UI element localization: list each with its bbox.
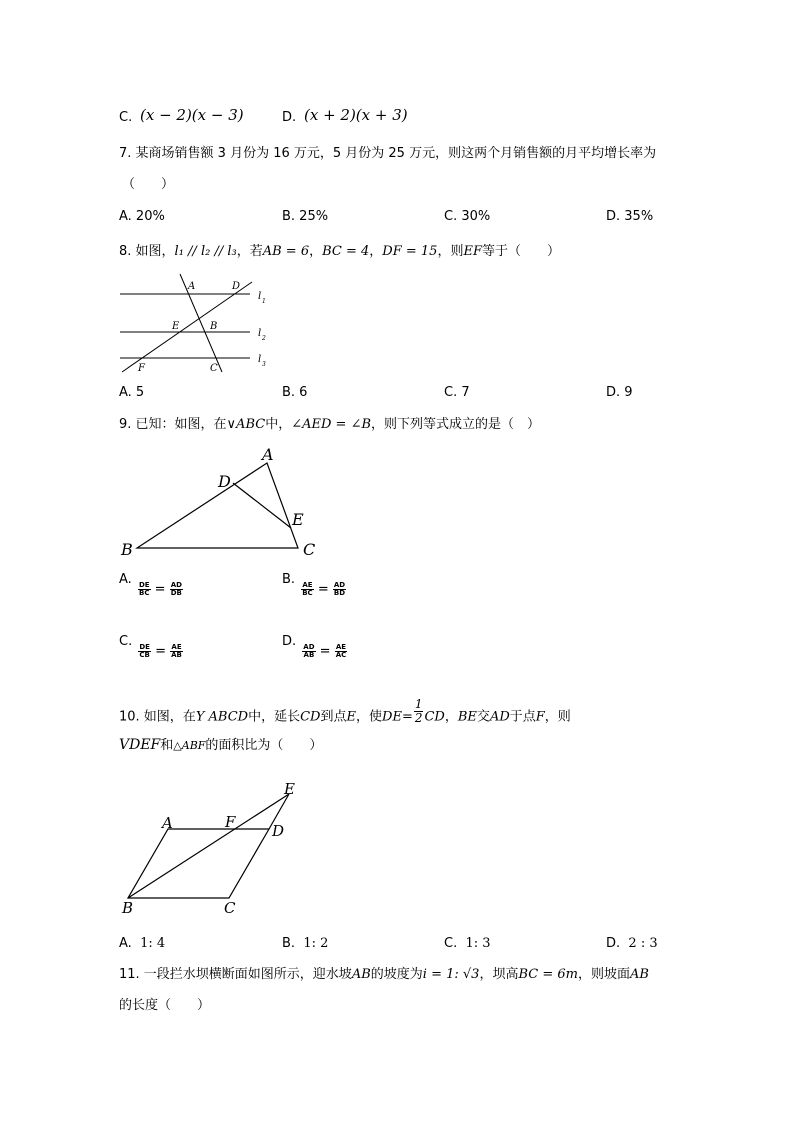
q9-option-c-right-fraction: $\frac{AE}{AB}$: [171, 643, 182, 660]
q9-text-2: ，则下列等式成立的是（ ）: [371, 417, 541, 432]
q10-label-d: D: [272, 822, 285, 840]
q7-option-c: C. 30%: [444, 209, 491, 224]
q10-stem-line1: [119, 697, 571, 730]
q9-option-a-left-fraction: $\frac{DE}{BC}$: [138, 581, 150, 598]
q9-num: 9. 已知：如图，在: [119, 417, 227, 432]
q9-option-b-left-fraction: $\frac{AE}{BC}$: [302, 581, 313, 598]
q11-slope-ratio: i = 1: √3: [422, 967, 480, 982]
q7-option-b: B. 25%: [282, 209, 329, 224]
q10-line2-text-1: 和: [160, 738, 174, 753]
q7-answer-paren: （ ）: [122, 177, 175, 192]
q10-num: 10. 如图，在: [119, 709, 196, 725]
q10-label-c: C: [224, 899, 236, 917]
q8-option-b: B. 6: [282, 385, 308, 400]
q11-ab-2: AB: [629, 967, 649, 982]
q10-segment-be: [128, 794, 289, 898]
q9-option-d-right-fraction: $\frac{AE}{AC}$: [335, 643, 347, 660]
q9-label-d: D: [218, 472, 231, 491]
q9-option-a: A. $\frac{DE}{BC}$ = $\frac{AD}{DB}$: [119, 572, 182, 598]
q10-option-b-value: 1: 2: [303, 936, 329, 951]
q9-option-d-left-fraction: $\frac{AD}{AB}$: [303, 643, 315, 660]
q7-option-a: A. 20%: [119, 209, 165, 224]
q10-option-b: [282, 937, 328, 950]
q10-option-b-label: B.: [282, 936, 296, 951]
q8-parallel-condition: l₁ // l₂ // l₃: [174, 244, 237, 259]
q10-option-c-value: 1: 3: [465, 936, 491, 951]
q10-option-c-label: C.: [444, 936, 458, 951]
q11-stem-line1: [119, 968, 649, 981]
q10-label-a: A: [162, 814, 173, 832]
q8-option-d: D. 9: [606, 385, 633, 400]
q10-triangle-def: VDEF: [119, 737, 161, 753]
q10-triangle-abf: △ABF: [173, 739, 206, 752]
q10-option-d-value: 2 : 3: [628, 936, 658, 951]
q9-label-b: B: [121, 540, 133, 559]
q10-option-d: [606, 937, 658, 950]
q10-label-e: E: [284, 780, 295, 798]
q10-text-1: 中，延长: [248, 709, 301, 725]
q7-stem: 7. 某商场销售额 3 月份为 16 万元，5 月份为 25 万元，则这两个月销售额的月平均增长率为: [119, 146, 657, 161]
q10-point-e: E: [346, 709, 356, 725]
q10-point-f: F: [535, 709, 545, 725]
q10-cd: CD: [300, 709, 321, 725]
q10-option-d-label: D.: [606, 936, 621, 951]
q9-label-c: C: [303, 540, 316, 559]
q9-triangle: ∨ABC: [226, 417, 266, 432]
q10-label-b: B: [122, 899, 134, 917]
q10-cd-2: CD: [424, 709, 445, 725]
q8-label-l3: l: [258, 354, 262, 365]
q9-option-d-label: D.: [282, 634, 297, 650]
q10-option-a: [119, 937, 165, 950]
q10-parallelogram: Y ABCD: [195, 709, 249, 725]
q10-option-c: [444, 937, 491, 950]
q8-figure: [110, 272, 280, 376]
q10-figure: [115, 776, 315, 918]
q10-ad: AD: [489, 709, 510, 725]
q10-option-a-label: A.: [119, 936, 132, 951]
q10-text-3: ，使: [356, 709, 383, 725]
q8-option-c: C. 7: [444, 385, 470, 400]
q10-label-f: F: [225, 813, 236, 831]
q9-text-1: 中，: [265, 417, 292, 432]
q8-text-3: ，: [369, 244, 383, 259]
q8-label-l2-sub: 2: [262, 335, 266, 342]
q9-option-b-right-fraction: $\frac{AD}{BD}$: [333, 581, 346, 598]
q10-text-6: 于点: [509, 709, 536, 725]
q8-label-a: A: [188, 281, 196, 292]
q6-option-c-expression: (x − 2)(x − 3): [140, 106, 244, 124]
q8-label-c: C: [210, 363, 218, 374]
q9-option-a-label: A.: [119, 572, 132, 588]
q9-option-d: D. $\frac{AD}{AB}$ = $\frac{AE}{AC}$: [282, 634, 347, 660]
q8-label-l3-sub: 3: [262, 361, 266, 368]
q10-text-4: ，: [444, 709, 458, 725]
q9-option-c-label: C.: [119, 634, 133, 650]
q9-option-b-label: B.: [282, 572, 296, 588]
q8-text-1: ，若: [236, 244, 263, 259]
q10-text-7: ，则: [544, 709, 571, 725]
q10-de: DE: [382, 709, 402, 725]
q8-target-ef: EF: [463, 244, 482, 259]
q8-ab-length: AB = 6: [262, 244, 310, 259]
q8-num: 8. 如图，: [119, 244, 175, 259]
q6-option-d-expression: (x + 2)(x + 3): [304, 106, 408, 124]
q8-label-f: F: [138, 363, 145, 374]
q11-text-a: 11. 一段拦水坝横断面如图所示，迎水坡: [119, 967, 352, 982]
q8-label-l1-sub: 1: [262, 298, 266, 305]
q6-option-d-label: D.: [282, 110, 297, 125]
q8-text-4: ，则: [437, 244, 464, 259]
q8-option-a: A. 5: [119, 385, 145, 400]
q10-text-2: 到点: [320, 709, 347, 725]
q8-label-b: B: [210, 321, 218, 332]
q8-stem: [119, 245, 560, 258]
q6-option-c-label: C.: [119, 110, 133, 125]
q11-text-d: ，则坡面: [577, 967, 630, 982]
q10-equals: =: [401, 709, 413, 725]
q10-text-5: 交: [476, 709, 490, 725]
q8-text-5: 等于（ ）: [481, 244, 560, 259]
q8-label-l1: l: [258, 291, 262, 302]
q9-option-b: B. $\frac{AE}{BC}$ = $\frac{AD}{BD}$: [282, 572, 346, 598]
q10-half-fraction: $\frac{1}{2}$: [414, 697, 423, 725]
q9-option-c: C. $\frac{DE}{CB}$ = $\frac{AE}{AB}$: [119, 634, 182, 660]
q8-label-e: E: [172, 321, 180, 332]
q9-label-e: E: [292, 510, 304, 529]
q8-label-d: D: [232, 281, 241, 292]
q9-figure: [115, 443, 330, 563]
q8-label-l2: l: [258, 328, 262, 339]
q9-option-a-right-fraction: $\frac{AD}{DB}$: [170, 581, 182, 598]
q11-text-c: ，坝高: [479, 967, 519, 982]
q9-angle-condition: ∠AED = ∠B: [291, 417, 372, 432]
q11-stem-line2: 的长度（ ）: [119, 998, 211, 1013]
q10-be: BE: [457, 709, 477, 725]
q10-stem-line2: [119, 738, 322, 752]
q11-text-b: 的坡度为: [370, 967, 423, 982]
q8-bc-length: BC = 4: [322, 244, 370, 259]
q9-option-c-left-fraction: $\frac{DE}{CB}$: [139, 643, 150, 660]
q10-option-a-value: 1: 4: [140, 936, 166, 951]
q9-label-a: A: [262, 445, 274, 464]
q9-stem: [119, 418, 540, 431]
q10-line2-text-2: 的面积比为（ ）: [205, 738, 323, 753]
q8-df-length: DF = 15: [382, 244, 438, 259]
q10-parallelogram-abcd: [128, 829, 269, 898]
q8-text-2: ，: [309, 244, 323, 259]
q7-option-d: D. 35%: [606, 209, 654, 224]
q11-ab: AB: [351, 967, 371, 982]
q11-dam-height: BC = 6m: [518, 967, 578, 982]
